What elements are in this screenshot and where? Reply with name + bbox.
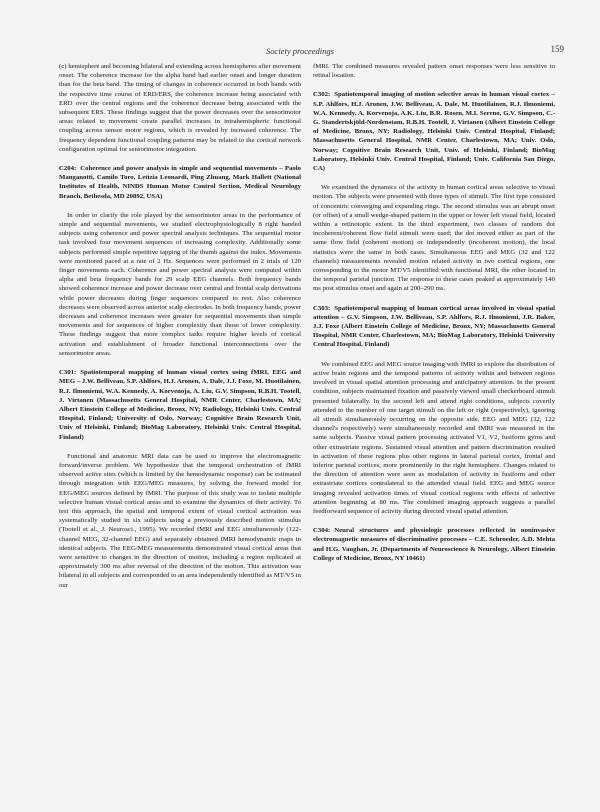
abstract-heading-c303	[313, 304, 555, 350]
abstract-title-authors: Neural structures and physiologic processes reflected in noninvasive electromagnetic measures of discriminative processes – C.E. Schroeder, A.D. Mehta and H.G. Vaughan, Jr. (Departments of Neuroscience & Neurology, Albert Einstein College of Medicine, Bronx, NY 10461)	[313, 527, 555, 562]
abstract-body-c301: Functional and anatomic MRI data can be used to improve the electromagnetic forward/inverse problem. We hypothesize that the temporal orchestration of fMRI observed active sites (which is limited by the hemodynamic response) can be estimated through integration with EEG/MEG measures, by solving the forward model for EEG/MEG sources defined by fMRI. The purpose of this study was to isolate multiple selective human visual cortical areas and to examine the dynamics of their activity. To test this approach, the spatial and temporal extent of visual cortical activation was systematically studied in six subjects using a previously described motion stimulus (Tootell et al., J. Neurosci., 1995). We recorded fMRI and EEG simultaneously (122-channel MEG, 32-channel EEG) and separately obtained fMRI hemodynamic maps in identical subjects. The EEG/MEG measurements demonstrated visual cortical areas that were sensitive to changes in the direction of motion, including a region replicated at approximately 300 ms after reversal of the direction of the motion. This activation was bilateral in all subjects and corresponded to an area independently identified as MT/V5 in our	[59, 452, 301, 589]
running-head: Society proceedings	[266, 46, 334, 56]
continued-abstract-text: (c) hemisphere and becoming bilateral and extending across hemispheres after movement onset. The coherence increase for the alpha band had earlier onset and longer duration than for the beta band. The timing of changes in coherence occurred in both bands with the respective time course of ERD/ERS, the coherence increase being associated with ERD over the central regions and the coherence decrease being associated with the subsequent ERS. These findings suggest that the power decreases over the sensorimotor areas related to movement create parallel increases in intrahemispheric functional coupling across sensor motor regions, which is revealed by increased coherence. The frequency dependent functional coupling patterns may be related to the cortical network configuration optimal for sensorimotor integration.	[59, 63, 301, 153]
abstract-body-c204: In order to clarify the role played by the sensorimotor areas in the performance of simple and sequential movements, we studied electrophysiologically 8 right handed subjects using coherence and power spectral analysis techniques. The sequential motor task involved four movement sequences of increasing complexity. Additionally some subjects performed simple repetitive tapping of the thumb against the index. Movements were monitored paced at a rate of 2 Hz. Sequences were performed in 2 trials of 120 finger movements each. Coherence and power spectral analysis were computed within alpha and beta frequency bands for 29 scalp EEG channels. Both frequency bands showed coherence increase and power decrease over central and frontal scalp derivations while power decreases during finger sequences compared to rest. Also coherence decreases were observed across anterior scalp electrodes. In both frequency bands, power decreases and coherence increases were greater for sequential movements than simple movements and for sequences of higher complexity than those of lower complexity. These findings suggest that more complex tasks require higher levels of cortical activation and establishment of broader functional interconnections over the sensorimotor areas.	[59, 211, 301, 357]
continued-abstract-text: fMRI. The combined measures revealed pattern onset responses were less sensitive to retinal location.	[313, 63, 555, 80]
left-column	[59, 62, 301, 590]
abstract-code: C204:	[59, 165, 77, 173]
abstract-code: C301:	[59, 369, 77, 377]
right-column	[313, 62, 555, 573]
page-number: 159	[550, 44, 564, 54]
abstract-body-c302: We examined the dynamics of the activity in human cortical areas selective to visual motion. The subjects were presented with three types of stimuli. The first type consisted of concentric converging and expanding rings. The second stimulus was an abrupt onset (or offset) of a small wedge-shaped pattern in the upper or lower left visual field, located within a retinotopic extent. In the third experiment, two classes of random dot incoherent/coherent flow field stimuli were used; the dot moved either as part of the same flow field (coherent motion) or independently (incoherent motion), the local statistics were the same in both cases. Simultaneous EEG and MEG (32 and 122 channels) measurements revealed motion related activity in two cortical regions, one corresponding to the motor MT/V5 identified with functional MRI, the other located in the temporal parietal junction. The response to these cases peaked at approximately 140 ms post stimulus onset and again at 200–290 ms.	[313, 184, 555, 293]
abstract-heading-c304	[313, 526, 555, 563]
abstract-code: C303:	[313, 304, 331, 312]
abstract-title-authors: Spatiotemporal imaging of motion selective areas in human visual cortex – S.P. Ahlfors, H.J. Aronen, J.W. Belliveau, A. Dale, M. Huotilainen, R.J. Ilmoniemi, W.A. Kennedy, A. Korvenoja, A.K. Liu, B.R. Rosen, M.I. Sereno, G.V. Simpson, C.-G. Standertskjöld-Nordenstam, R.B.H. Tootell, J. Virtanen (Albert Einstein College of Medicine, Bronx, NY; Radiology, Helsinki Univ. Central Hospital, Finland; Massachusetts General Hospital, NMR Center, Charlestown, MA; Univ. Oslo, Norway; Cognitive Brain Research Unit, Univ. of Helsinki, Finland; BioMag Laboratory, Helsinki Univ. Central Hospital, Finland; Univ. California San Diego, CA)	[313, 91, 555, 173]
abstract-heading-c302	[313, 90, 555, 173]
abstract-title-authors: Spatiotemporal mapping of human visual cortex using fMRI, EEG and MEG – J.W. Belliveau, S.P. Ahlfors, H.J. Aronen, A. Dale, J.J. Foxe, M. Huotilainen, R.J. Ilmoniemi, W.A. Kennedy, A. Korvenoja, A. Liu, G.V. Simpson, R.B.H. Tootell, J. Virtanen (Massachusetts General Hospital, NMR Center, Charlestown, MA; Albert Einstein College of Medicine, Bronx, NY; Radiology, Helsinki Univ. Central Hospital, Finland; University of Oslo, Norway; Cognitive Brain Research Unit, Univ of Helsinki, Finland; BioMag Laboratory, Helsinki Univ. Central Hospital, Finland)	[59, 369, 301, 441]
abstract-body-c303: We combined EEG and MEG source imaging with fMRI to explore the distribution of active brain regions and the temporal patterns of activity within and between regions involved in visual spatial attention processing and anticipatory attention. In the present condition, subjects maintained fixation and passively viewed small checkerboard stimuli presented bilaterally. In the second left and attend right conditions, subjects covertly attended to the number of one target stimuli on the left or right (respectively), ignoring all stimuli simultaneously occurring on the opposite side. EEG and MEG (32, 122 channel's respectively) were simultaneously recorded and fMRI was measured in the same subjects. Passive visual pattern processing activated V1, V2, fusiform gyrus and other extrastriate regions. Sustained visual attention and pattern discrimination resulted in activation of these regions plus other regions in lateral parietal cortex, frontal and inferior parietal cortices, more prominently in the right hemisphere. Changes related to the direction of attention were seen as modulation of activity in fusiform and other extrastriate cortices contralateral to the attended visual field. EEG and MEG source imaging revealed activation times of visual cortical regions with effects of selective attention beginning at 80 ms. The combined imaging approach suggests a parallel feedforward sequence of activity during directed visual spatial attention.	[313, 360, 555, 515]
abstract-heading-c204	[59, 164, 301, 201]
abstract-title-authors: Spatiotemporal mapping of human cortical areas involved in visual spatial attention – G.V. Simpson, J.W. Belliveau, S.P. Ahlfors, R.J. Ilmoniemi, J.R. Baker, J.J. Foxe (Albert Einstein College of Medicine, Bronx, NY; Massachusetts General Hospital, NMR Center, Charlestown, MA; BioMag Laboratory, Helsinki University Central Hospital, Finland)	[313, 304, 555, 349]
abstract-title-authors: Coherence and power analysis in simple and sequential movements – Paolo Manganotti, Camilo Toro, Letizia Leonardi, Ping Zhuang, Mark Hallett (National Institutes of Health, NINDS Human Motor Control Section, Medical Neurology Branch, Bethesda, MD 20892, USA)	[59, 165, 301, 200]
abstract-heading-c301	[59, 368, 301, 442]
abstract-code: C304:	[313, 527, 331, 535]
abstract-code: C302:	[313, 91, 331, 99]
